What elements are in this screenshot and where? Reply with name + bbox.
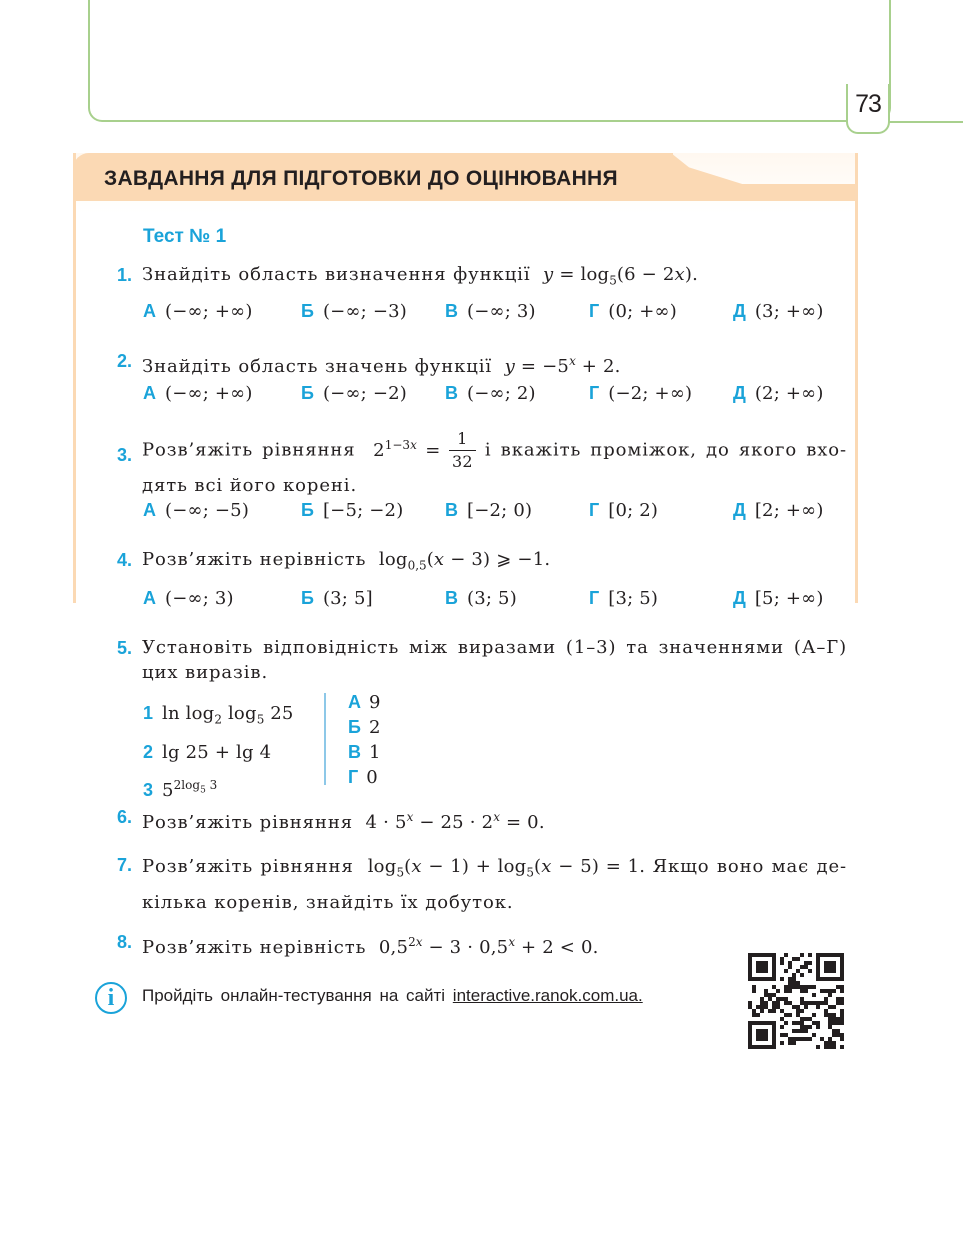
answer-option[interactable]: Б (−∞; −3) <box>301 301 407 322</box>
question-number: 7. <box>117 855 133 875</box>
page-frame <box>88 0 891 122</box>
answer-option[interactable]: А (−∞; +∞) <box>143 383 253 404</box>
formula: $\log_{0,5}(x - 3)$ ⩾ −1. <box>372 549 551 573</box>
qr-code-icon[interactable] <box>748 953 844 1049</box>
question-1 <box>117 262 847 294</box>
question-text: Розв’яжіть нерівність <box>142 937 367 958</box>
info-link[interactable]: interactive.ranok.com.ua. <box>452 986 643 1005</box>
info-icon: i <box>95 982 127 1014</box>
match-divider <box>324 693 326 785</box>
match-value[interactable]: А 9 <box>348 692 381 713</box>
match-expression-3: 3 $5^{2log_5 3}$ <box>143 777 218 801</box>
answer-option[interactable]: Г (0; +∞) <box>589 301 677 322</box>
match-value[interactable]: Г 0 <box>348 767 378 788</box>
question-text: Розв’яжіть рівняння <box>142 856 354 877</box>
match-value[interactable]: В 1 <box>348 742 381 763</box>
answer-option[interactable]: Д [2; +∞) <box>733 500 824 521</box>
question-text: Знайдіть область значень функції <box>142 356 493 377</box>
answer-option[interactable]: А (−∞; 3) <box>143 588 234 609</box>
answer-option[interactable]: В (−∞; 2) <box>445 383 536 404</box>
match-expression-2: 2 lg 25 + lg 4 <box>143 741 272 763</box>
test-title: Тест № 1 <box>143 226 227 247</box>
answer-option[interactable]: В (3; 5) <box>445 588 517 609</box>
answer-option[interactable]: Г [3; 5) <box>589 588 659 609</box>
question-7 <box>117 852 847 918</box>
match-expression-1: 1 $\ln \log_2 \log_5 25$ <box>143 703 294 727</box>
match-expressions <box>143 697 294 807</box>
question-3 <box>117 428 847 498</box>
answer-option[interactable]: А (−∞; −5) <box>143 500 250 521</box>
formula: $\log_5(x - 1) + \log_5(x - 5) = 1$. <box>361 856 646 880</box>
info-text: Пройдіть онлайн-тестування на сайті interactive.ranok.com.ua. <box>142 986 643 1005</box>
formula: $4 \cdot 5^x - 25 \cdot 2^x = 0$. <box>359 810 545 833</box>
question-text: Знайдіть область визначення функції <box>142 264 531 285</box>
question-5 <box>117 635 847 685</box>
page-frame-line <box>880 121 963 123</box>
question-text: Розв’яжіть нерівність <box>142 549 367 570</box>
question-text-continued: Якщо воно має де-кілька коренів, знайдіть їх добуток. <box>142 856 848 913</box>
answer-option[interactable]: Д (3; +∞) <box>733 301 824 322</box>
answer-option[interactable]: Г [0; 2) <box>589 500 659 521</box>
answer-option[interactable]: В (−∞; 3) <box>445 301 536 322</box>
question-text: Розв’яжіть рівняння <box>142 439 356 461</box>
answer-option[interactable]: Д [5; +∞) <box>733 588 824 609</box>
question-number: 8. <box>117 932 133 952</box>
match-value[interactable]: Б 2 <box>348 717 381 738</box>
answer-option[interactable]: Б [−5; −2) <box>301 500 404 521</box>
question-number: 5. <box>117 638 133 658</box>
question-text-continued: і вкажіть проміжок, до якого вхо-дять всі його корені. <box>142 439 847 496</box>
question-2 <box>117 348 847 380</box>
formula: $2^{1-3x}$ = $\frac{1}{32}$ <box>365 440 476 461</box>
section-title: ЗАВДАННЯ ДЛЯ ПІДГОТОВКИ ДО ОЦІНЮВАННЯ <box>104 167 618 190</box>
answer-option[interactable]: В [−2; 0) <box>445 500 533 521</box>
question-number: 1. <box>117 265 133 285</box>
question-text: Розв’яжіть рівняння <box>142 812 353 833</box>
answer-option[interactable]: Б (3; 5] <box>301 588 373 609</box>
page-number: 73 <box>855 90 881 118</box>
question-number: 4. <box>117 550 133 570</box>
formula: $y = -5^x + 2$. <box>504 354 621 377</box>
question-number: 3. <box>117 445 133 465</box>
match-values <box>348 690 381 790</box>
question-4 <box>117 547 847 579</box>
formula: $y = \log_5(6 - 2x)$. <box>543 264 699 288</box>
answer-option[interactable]: Б (−∞; −2) <box>301 383 407 404</box>
question-6 <box>117 804 847 836</box>
answer-option[interactable]: Д (2; +∞) <box>733 383 824 404</box>
question-text: Установіть відповідність між виразами (1–3) та значеннями (А–Г) цих виразів. <box>142 637 847 683</box>
answer-option[interactable]: А (−∞; +∞) <box>143 301 253 322</box>
question-number: 2. <box>117 351 133 371</box>
question-number: 6. <box>117 807 133 827</box>
question-8 <box>117 929 847 961</box>
formula: $0,5^{2x} - 3 \cdot 0,5^x + 2 < 0$. <box>372 935 599 958</box>
answer-option[interactable]: Г (−2; +∞) <box>589 383 693 404</box>
